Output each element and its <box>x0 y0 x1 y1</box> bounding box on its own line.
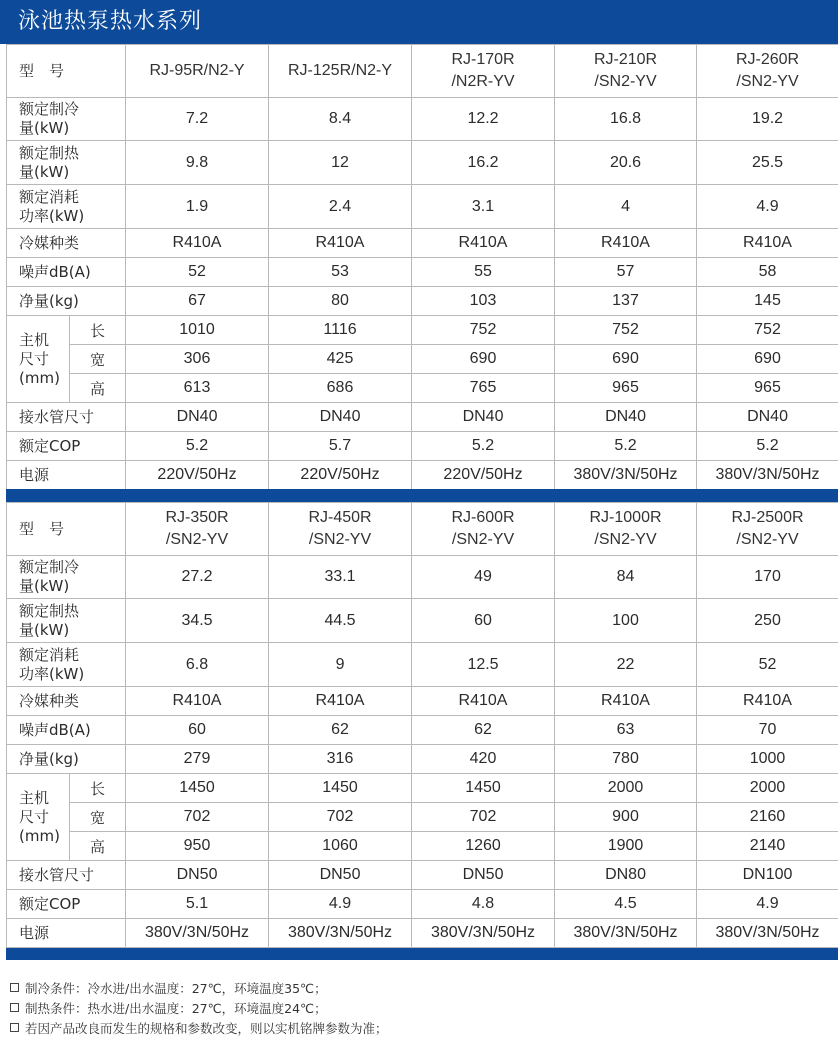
spec-value-cell: DN50 <box>126 861 269 890</box>
row-label-cooling: 额定制冷 量(kW) <box>7 556 126 599</box>
spec-value-cell: 250 <box>697 599 838 643</box>
spec-value-cell: 57 <box>555 258 697 287</box>
spec-value-cell: 145 <box>697 287 838 316</box>
spec-value-cell: DN40 <box>412 403 555 432</box>
spec-value-cell: 16.8 <box>555 98 697 141</box>
table-row-cooling <box>7 98 838 141</box>
spec-value-cell: 9.8 <box>126 141 269 185</box>
spec-value-cell: 380V/3N/50Hz <box>555 919 697 948</box>
table-row-weight <box>7 287 838 316</box>
spec-value-cell: R410A <box>269 687 412 716</box>
model-header-cell: RJ-95R/N2-Y <box>126 45 269 98</box>
spec-value-cell: 63 <box>555 716 697 745</box>
spec-value-cell: 765 <box>412 374 555 403</box>
model-header-cell: RJ-1000R /SN2-YV <box>555 503 697 556</box>
row-label-heating: 额定制热 量(kW) <box>7 141 126 185</box>
spec-value-cell: 2.4 <box>269 185 412 229</box>
table-row-power <box>7 643 838 687</box>
spec-value-cell: 60 <box>412 599 555 643</box>
spec-value-cell: DN50 <box>412 861 555 890</box>
table-row-cop <box>7 432 838 461</box>
size-group-label: 主机 尺寸 (mm) <box>7 774 70 861</box>
spec-value-cell: 67 <box>126 287 269 316</box>
spec-value-cell: DN50 <box>269 861 412 890</box>
spec-value-cell: 380V/3N/50Hz <box>555 461 697 490</box>
spec-value-cell: 752 <box>412 316 555 345</box>
row-label-refrigerant: 冷媒种类 <box>7 687 126 716</box>
note-item <box>10 999 388 1019</box>
spec-value-cell: 5.2 <box>126 432 269 461</box>
note-text: 制冷条件：冷水进/出水温度：27℃，环境温度35℃； <box>25 981 327 996</box>
spec-value-cell: 613 <box>126 374 269 403</box>
row-label-cooling: 额定制冷 量(kW) <box>7 98 126 141</box>
table-separator-bar <box>6 489 838 502</box>
row-label-cop: 额定COP <box>7 432 126 461</box>
table-row-cooling <box>7 556 838 599</box>
spec-value-cell: 33.1 <box>269 556 412 599</box>
spec-value-cell: 53 <box>269 258 412 287</box>
note-text: 若因产品改良而发生的规格和参数改变，则以实机铭牌参数为准； <box>25 1021 388 1036</box>
checkbox-square-icon <box>10 983 19 992</box>
table-row-pipe <box>7 861 838 890</box>
spec-value-cell: 25.5 <box>697 141 838 185</box>
spec-value-cell: DN40 <box>697 403 838 432</box>
spec-value-cell: 690 <box>412 345 555 374</box>
spec-value-cell: 80 <box>269 287 412 316</box>
spec-value-cell: R410A <box>697 229 838 258</box>
row-label-pipe: 接水管尺寸 <box>7 861 126 890</box>
spec-value-cell: DN40 <box>555 403 697 432</box>
spec-value-cell: 965 <box>555 374 697 403</box>
spec-value-cell: 4.9 <box>269 890 412 919</box>
spec-value-cell: 4.9 <box>697 890 838 919</box>
table-row-power <box>7 185 838 229</box>
spec-value-cell: 58 <box>697 258 838 287</box>
spec-value-cell: 2140 <box>697 832 838 861</box>
spec-value-cell: 950 <box>126 832 269 861</box>
row-label-supply: 电源 <box>7 461 126 490</box>
spec-value-cell: 2000 <box>697 774 838 803</box>
spec-value-cell: 62 <box>412 716 555 745</box>
spec-value-cell: 5.2 <box>555 432 697 461</box>
spec-value-cell: 2160 <box>697 803 838 832</box>
spec-value-cell: 84 <box>555 556 697 599</box>
spec-value-cell: 220V/50Hz <box>126 461 269 490</box>
spec-value-cell: 170 <box>697 556 838 599</box>
spec-value-cell: 4.9 <box>697 185 838 229</box>
spec-value-cell: 380V/3N/50Hz <box>412 919 555 948</box>
spec-value-cell: DN100 <box>697 861 838 890</box>
spec-value-cell: 137 <box>555 287 697 316</box>
table-row-heating <box>7 141 838 185</box>
spec-value-cell: 4.5 <box>555 890 697 919</box>
table-row-heating <box>7 599 838 643</box>
table-row-weight <box>7 745 838 774</box>
spec-value-cell: 752 <box>555 316 697 345</box>
spec-value-cell: 702 <box>126 803 269 832</box>
spec-value-cell: 12.5 <box>412 643 555 687</box>
model-header-cell: RJ-210R /SN2-YV <box>555 45 697 98</box>
spec-value-cell: 1000 <box>697 745 838 774</box>
spec-value-cell: R410A <box>697 687 838 716</box>
dimension-label-width: 宽 <box>70 345 126 374</box>
table-row-refrigerant <box>7 687 838 716</box>
spec-value-cell: 52 <box>126 258 269 287</box>
spec-value-cell: R410A <box>412 229 555 258</box>
spec-value-cell: 220V/50Hz <box>269 461 412 490</box>
table-bottom-bar <box>6 948 838 960</box>
model-header-cell: RJ-170R /N2R-YV <box>412 45 555 98</box>
spec-value-cell: R410A <box>555 229 697 258</box>
row-label-cop: 额定COP <box>7 890 126 919</box>
spec-value-cell: 1450 <box>126 774 269 803</box>
model-header-cell: RJ-125R/N2-Y <box>269 45 412 98</box>
checkbox-square-icon <box>10 1003 19 1012</box>
model-header-cell: RJ-350R /SN2-YV <box>126 503 269 556</box>
spec-value-cell: 686 <box>269 374 412 403</box>
size-group-label: 主机 尺寸 (mm) <box>7 316 70 403</box>
table-row-supply <box>7 461 838 490</box>
spec-value-cell: 20.6 <box>555 141 697 185</box>
spec-value-cell: 420 <box>412 745 555 774</box>
spec-value-cell: 44.5 <box>269 599 412 643</box>
row-label-weight: 净量(kg) <box>7 287 126 316</box>
row-label-power: 额定消耗 功率(kW) <box>7 643 126 687</box>
spec-value-cell: 900 <box>555 803 697 832</box>
table-row-width <box>7 803 838 832</box>
dimension-label-height: 高 <box>70 374 126 403</box>
spec-value-cell: 702 <box>269 803 412 832</box>
model-header-cell: RJ-600R /SN2-YV <box>412 503 555 556</box>
model-header-cell: RJ-260R /SN2-YV <box>697 45 838 98</box>
dimension-label-width: 宽 <box>70 803 126 832</box>
note-text: 制热条件：热水进/出水温度：27℃，环境温度24℃； <box>25 1001 327 1016</box>
checkbox-square-icon <box>10 1023 19 1032</box>
dimension-label-length: 长 <box>70 316 126 345</box>
table-row-noise <box>7 258 838 287</box>
spec-value-cell: 780 <box>555 745 697 774</box>
spec-value-cell: R410A <box>269 229 412 258</box>
spec-value-cell: 9 <box>269 643 412 687</box>
spec-table-2 <box>6 502 838 948</box>
model-header-cell: RJ-450R /SN2-YV <box>269 503 412 556</box>
row-label-noise: 噪声dB(A) <box>7 258 126 287</box>
spec-value-cell: 19.2 <box>697 98 838 141</box>
spec-value-cell: R410A <box>126 687 269 716</box>
spec-value-cell: 220V/50Hz <box>412 461 555 490</box>
spec-value-cell: 380V/3N/50Hz <box>697 919 838 948</box>
spec-value-cell: 380V/3N/50Hz <box>269 919 412 948</box>
table-row-pipe <box>7 403 838 432</box>
spec-value-cell: 279 <box>126 745 269 774</box>
spec-value-cell: 752 <box>697 316 838 345</box>
dimension-label-length: 长 <box>70 774 126 803</box>
spec-value-cell: 1.9 <box>126 185 269 229</box>
spec-value-cell: 1260 <box>412 832 555 861</box>
spec-value-cell: 5.7 <box>269 432 412 461</box>
spec-value-cell: 306 <box>126 345 269 374</box>
table-row-cop <box>7 890 838 919</box>
page-title: 泳池热泵热水系列 <box>0 0 838 44</box>
row-label-models: 型 号 <box>7 503 126 556</box>
dimension-label-height: 高 <box>70 832 126 861</box>
spec-value-cell: 7.2 <box>126 98 269 141</box>
spec-value-cell: 3.1 <box>412 185 555 229</box>
spec-value-cell: 12 <box>269 141 412 185</box>
spec-value-cell: 12.2 <box>412 98 555 141</box>
spec-value-cell: 965 <box>697 374 838 403</box>
spec-value-cell: 103 <box>412 287 555 316</box>
model-header-cell: RJ-2500R /SN2-YV <box>697 503 838 556</box>
spec-value-cell: 60 <box>126 716 269 745</box>
table-row-models <box>7 503 838 556</box>
spec-value-cell: R410A <box>555 687 697 716</box>
spec-value-cell: 52 <box>697 643 838 687</box>
spec-value-cell: 22 <box>555 643 697 687</box>
spec-value-cell: 27.2 <box>126 556 269 599</box>
spec-value-cell: 55 <box>412 258 555 287</box>
spec-value-cell: 4 <box>555 185 697 229</box>
spec-value-cell: 425 <box>269 345 412 374</box>
spec-value-cell: 16.2 <box>412 141 555 185</box>
spec-value-cell: 8.4 <box>269 98 412 141</box>
spec-value-cell: 316 <box>269 745 412 774</box>
spec-value-cell: 100 <box>555 599 697 643</box>
spec-value-cell: 2000 <box>555 774 697 803</box>
spec-value-cell: 1450 <box>269 774 412 803</box>
spec-value-cell: 34.5 <box>126 599 269 643</box>
spec-value-cell: 1450 <box>412 774 555 803</box>
table-row-width <box>7 345 838 374</box>
table-row-length <box>7 774 838 803</box>
table-row-models <box>7 45 838 98</box>
spec-value-cell: R410A <box>412 687 555 716</box>
spec-value-cell: DN40 <box>126 403 269 432</box>
spec-value-cell: 1900 <box>555 832 697 861</box>
spec-value-cell: 380V/3N/50Hz <box>697 461 838 490</box>
spec-value-cell: 49 <box>412 556 555 599</box>
table-row-height <box>7 832 838 861</box>
table-row-supply <box>7 919 838 948</box>
spec-value-cell: 1060 <box>269 832 412 861</box>
spec-table-1 <box>6 44 838 490</box>
table-row-length <box>7 316 838 345</box>
notes-section <box>10 979 388 1039</box>
spec-value-cell: R410A <box>126 229 269 258</box>
spec-value-cell: 1010 <box>126 316 269 345</box>
spec-value-cell: 702 <box>412 803 555 832</box>
spec-value-cell: 5.2 <box>697 432 838 461</box>
spec-value-cell: 690 <box>555 345 697 374</box>
spec-value-cell: 62 <box>269 716 412 745</box>
spec-value-cell: DN80 <box>555 861 697 890</box>
note-item <box>10 1019 388 1039</box>
spec-value-cell: 690 <box>697 345 838 374</box>
spec-value-cell: 70 <box>697 716 838 745</box>
table-row-height <box>7 374 838 403</box>
spec-value-cell: 5.1 <box>126 890 269 919</box>
note-item <box>10 979 388 999</box>
spec-value-cell: 5.2 <box>412 432 555 461</box>
row-label-refrigerant: 冷媒种类 <box>7 229 126 258</box>
table-row-refrigerant <box>7 229 838 258</box>
row-label-noise: 噪声dB(A) <box>7 716 126 745</box>
spec-value-cell: 380V/3N/50Hz <box>126 919 269 948</box>
row-label-weight: 净量(kg) <box>7 745 126 774</box>
spec-value-cell: 6.8 <box>126 643 269 687</box>
row-label-heating: 额定制热 量(kW) <box>7 599 126 643</box>
spec-value-cell: 4.8 <box>412 890 555 919</box>
row-label-power: 额定消耗 功率(kW) <box>7 185 126 229</box>
table-row-noise <box>7 716 838 745</box>
row-label-models: 型 号 <box>7 45 126 98</box>
spec-value-cell: 1116 <box>269 316 412 345</box>
spec-value-cell: DN40 <box>269 403 412 432</box>
row-label-pipe: 接水管尺寸 <box>7 403 126 432</box>
row-label-supply: 电源 <box>7 919 126 948</box>
